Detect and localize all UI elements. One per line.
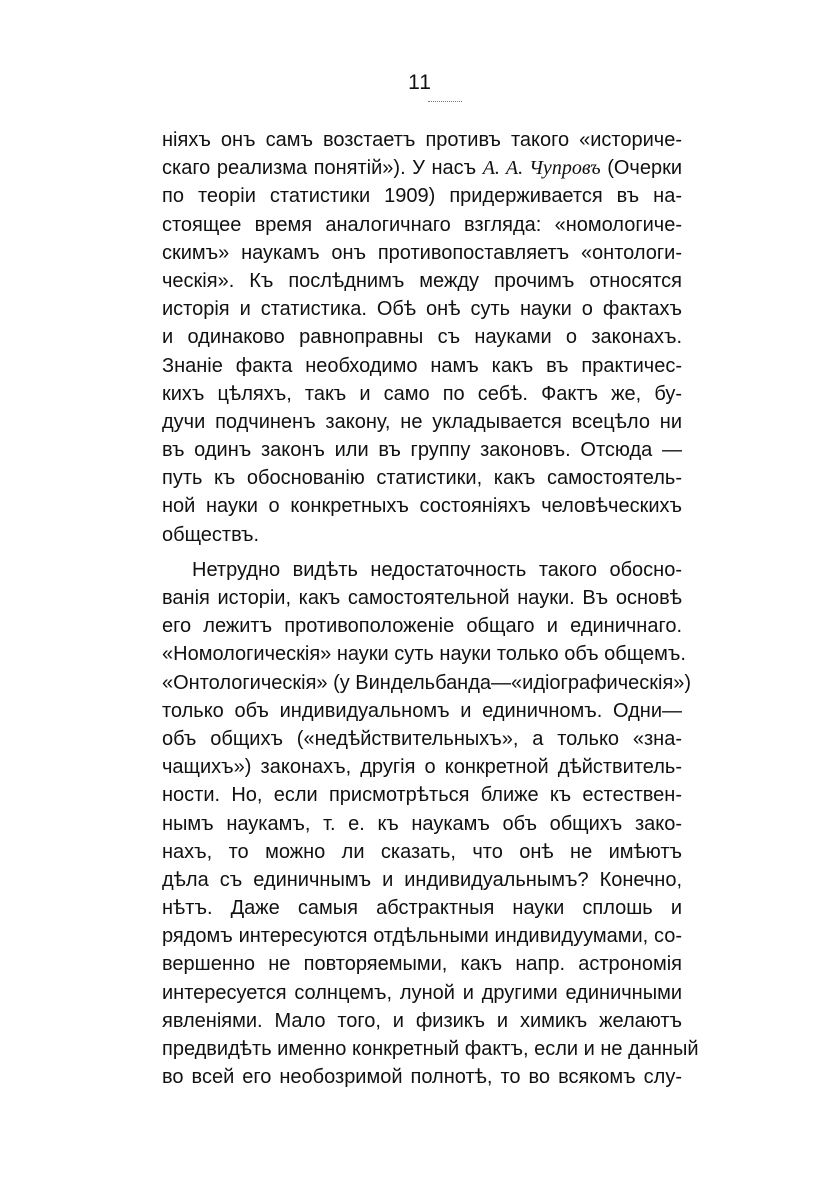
text-line: Нетрудно видѣть недостаточность такого обосно- <box>192 558 682 581</box>
page-number-rule <box>428 101 462 102</box>
text-line: путь къ обоснованію статистики, какъ самостоятель- <box>162 467 682 490</box>
text-line <box>162 154 682 182</box>
text-line: обществъ. <box>162 523 260 546</box>
text-line: исторія и статистика. Обѣ онѣ суть науки о фактахъ <box>162 298 682 321</box>
text-line: «Онтологическія» (у Виндельбанда—«идіографическія») <box>162 671 692 694</box>
text-line: явленіями. Мало того, и физикъ и химикъ желаютъ <box>162 1009 682 1032</box>
text-line: скимъ» наукамъ онъ противопоставляетъ «онтологи- <box>162 241 682 264</box>
paragraph-2 <box>162 556 699 1092</box>
text-line: вершенно не повторяемыми, какъ напр. астрономія <box>162 953 682 976</box>
text-line: предвидѣть именно конкретный фактъ, если и не данный <box>162 1038 699 1060</box>
text-line: «Номологическія» науки суть науки только объ общемъ. <box>162 643 686 666</box>
text-line: нахъ, то можно ли сказать, что онѣ не имѣютъ <box>162 840 682 863</box>
paragraph-1 <box>162 126 682 549</box>
author-name: А. А. Чупровъ <box>482 157 601 180</box>
page-number: 11 <box>408 71 432 94</box>
text-line: ности. Но, если присмотрѣться ближе къ естествен- <box>162 784 682 807</box>
text-line: нѣтъ. Даже самыя абстрактныя науки сплошь и <box>162 897 682 920</box>
body-text <box>162 126 699 1091</box>
text-line: во всей его необозримой полнотѣ, то во всякомъ слу- <box>162 1066 682 1089</box>
text-line: ніяхъ онъ самъ возстаетъ противъ такого «историче- <box>162 129 682 151</box>
text-line: ческія». Къ послѣднимъ между прочимъ относятся <box>162 269 682 292</box>
text-line: ной науки о конкретныхъ состояніяхъ человѣческихъ <box>162 495 682 518</box>
text-line: Знаніе факта необходимо намъ какъ въ практичес- <box>162 354 682 377</box>
text-line: чащихъ») законахъ, другія о конкретной дѣйствитель- <box>162 756 682 779</box>
text-line: его лежитъ противоположеніе общаго и единичнаго. <box>162 615 682 638</box>
text-segment: (Очерки <box>600 157 682 180</box>
text-line: интересуется солнцемъ, луной и другими единичными <box>162 981 682 1004</box>
text-line: въ одинъ законъ или въ группу законовъ. Отсюда — <box>162 439 682 462</box>
text-segment: скаго реализма понятій»). У насъ <box>162 157 483 180</box>
text-line: рядомъ интересуются отдѣльными индивидуумами, со- <box>162 925 682 948</box>
text-line: объ общихъ («недѣйствительныхъ», а только «зна- <box>162 727 682 750</box>
text-line: по теоріи статистики 1909) придерживается въ на- <box>162 185 682 208</box>
text-line: дучи подчиненъ закону, не укладывается всецѣло ни <box>162 410 682 433</box>
text-line: только объ индивидуальномъ и единичномъ. Одни— <box>162 699 682 722</box>
text-line: дѣла съ единичнымъ и индивидуальнымъ? Конечно, <box>162 868 682 891</box>
text-line: стоящее время аналогичнаго взгляда: «номологиче- <box>162 213 682 236</box>
text-line: и одинаково равноправны съ науками о законахъ. <box>162 326 682 349</box>
text-line: ванія исторіи, какъ самостоятельной науки. Въ основѣ <box>162 587 682 609</box>
text-line: кихъ цѣляхъ, такъ и само по себѣ. Фактъ же, бу- <box>162 382 682 405</box>
text-line: нымъ наукамъ, т. е. къ наукамъ объ общихъ зако- <box>162 812 682 835</box>
